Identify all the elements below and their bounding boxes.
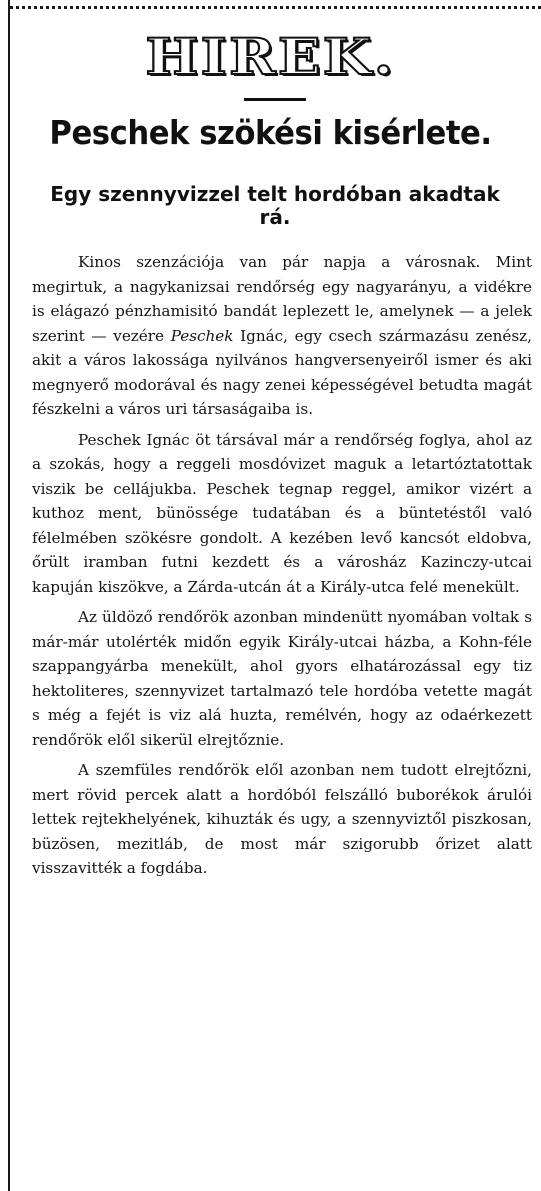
title-divider	[244, 98, 306, 101]
article-body	[32, 250, 532, 881]
article-paragraph-1	[32, 250, 532, 422]
emphasized-name: Peschek	[170, 326, 234, 345]
article-subheadline: Egy szennyvizzel telt hordóban akadtak rá.	[50, 182, 500, 229]
article-paragraph-3: Az üldöző rendőrök azonban mindenütt nyomában voltak s már-már utolérték midőn egyik Király-utcai házba, a Kohn-féle szappangyárba menekült, ahol gyors elhatározással egy tiz hektoliteres, szennyvizet tartalmazó tele hordóba vetette magát s még a fejét is viz alá huzta, remélvén, hogy az odaérkezett rendőrök elől sikerül elrejtőznie.	[32, 608, 532, 749]
top-dotted-rule	[10, 6, 541, 12]
article-paragraph-2: Peschek Ignác öt társával már a rendőrség foglya, ahol az a szokás, hogy a reggeli mosdóvizet maguk a letartóztatottak viszik be cellájukba. Peschek tegnap reggel, amikor vizért a kuthoz ment, bünössége tudatában és a büntetéstől való félelmében szökésre gondolt. A kezében levő kancsót eldobva, őrült iramban futni kezdett és a városház Kazinczy-utcai kapuján kiszökve, a Zárda-utcán át a Király-utca felé menekült.	[32, 430, 532, 596]
column-left-rule	[8, 0, 10, 1191]
paragraph-1-text-end: Ignác, egy csech származásu zenész, akit a város lakossága nyilvános hangversenyeiről ismer és aki megnyerő modorával és nagy zenei képességével betudta magát fészkelni a város uri társaságaiba is.	[32, 326, 532, 418]
article-headline: Peschek szökési kisérlete.	[49, 113, 492, 152]
article-paragraph-4: A szemfüles rendőrök elől azonban nem tudott elrejtőzni, mert rövid percek alatt a hordóból felszálló buborékok árulói lettek rejtekhelyének, kihuzták és ugy, a szennyviztől piszkosan, büzösen, mezitláb, de most már szigorubb őrizet alatt visszavitték a fogdába.	[32, 761, 532, 877]
paragraph-1-text-start: Kinos szenzációja van pár napja a városnak. Mint megirtuk, a nagykanizsai rendőrség egy nagyarányu, a vidékre is elágazó pénzhamisitó bandát leplezett le, amelynek — a jelek szerint — vezére	[32, 253, 532, 345]
section-title: HIREK.	[145, 27, 396, 86]
